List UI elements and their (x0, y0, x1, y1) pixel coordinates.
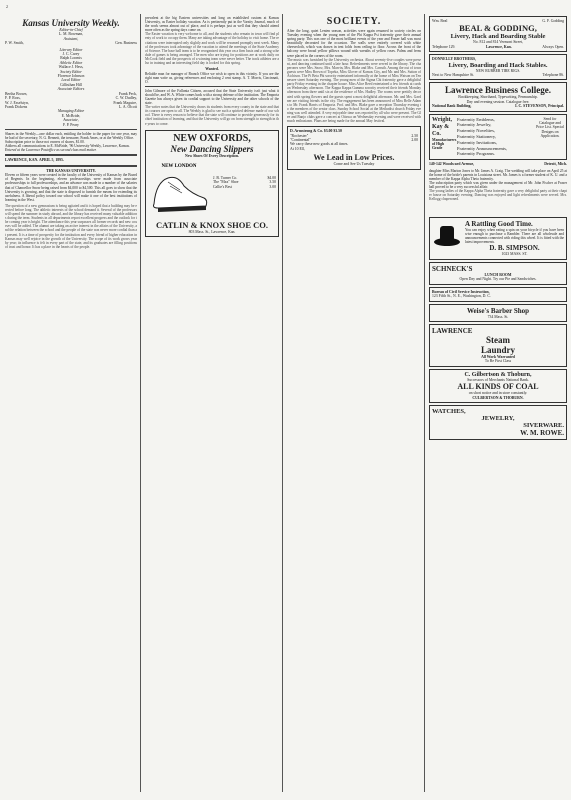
donnelly-title: Livery, Boarding and Hack Stables. (448, 61, 548, 69)
associates-left: Bertha Brown, F. P. Ross, W. J. Esselstyn, Frank Dickens (5, 91, 29, 109)
wk-list (457, 117, 533, 158)
asst-manager-label: Associate, (63, 118, 79, 123)
column-rule (140, 14, 141, 792)
editor-name: L. M. Bowman, (58, 32, 84, 37)
price-row: "Rochester" 2.50 (290, 133, 418, 138)
article-body: prevalent at the big Eastern universities and long an established custom at Kansas University, as Easter holiday vacation. As is pertinently put in the Varsity Journal, much of the work seems almost out of place, and it is perhaps just as well that they should attend more often as the spring days come on. (145, 16, 279, 33)
laundry-title-1: LAWRENCE (432, 326, 473, 335)
wk-item: Fraternity Announcements, (457, 145, 508, 151)
athletic-label: Athletic Editor (59, 60, 83, 65)
shoe-ad (145, 130, 279, 238)
shoe-ad2-invite: Come and See Us Tuesday (333, 162, 375, 167)
associates-right: Frank Peck, C. W. Dudley, Frank Maguire, L. A. Olcott (113, 91, 137, 109)
jewelry-name: W. M. ROWE. (520, 428, 564, 437)
athletic-name: Wallace J. Hess, (58, 65, 84, 70)
wk-side-note: Send for Catalogue and Price List. Special Designs on Application. (536, 116, 564, 139)
editor-label: Editor-in-Chief (59, 28, 83, 32)
bicycle-ad-title: A Rattling Good Time. (465, 220, 533, 229)
local-label: Local Editor (61, 78, 81, 83)
society-article: After the long, quiet Lenten season, activities were again resumed in society circles on Tuesday evening when the young men of the Phi Kappa Psi fraternity gave their annual spring party. This was one of the most brilliant events of the year and Fraser hall was most beautifully decorated for the occasion. The walls were entirely covered with white cheesecloth, which was drawn in tent folds from ceiling to floor. Across the front of the balcony were broad yellow pillows wound with wreaths of yellow roses. Palms and ferns were placed in the corners of the room. (287, 29, 421, 58)
laundry-title-2: Steam (486, 334, 510, 345)
college-session: Day and evening session. Catalogue free. (466, 99, 530, 104)
livery-address: No. 812 and 814 Vermont Street, (472, 40, 524, 45)
wk-role: Manufacturers of High Grade (432, 137, 457, 151)
society-label: Society Editor (60, 69, 82, 74)
livery-owner-2: G. F. Godding (542, 19, 564, 23)
laundry-sub2: To Be First Class (484, 359, 512, 364)
coal-dealer-sub: Successors of Merchants National Bank. (467, 377, 529, 382)
business-role: Gen. Business (115, 41, 137, 46)
article-filler: The young ladies of the Kappa Alpha Theta fraternity gave a very delightful party at their chapter house on Saturday evening. Dancing was enjoyed and light refreshments were served. Mrs. Kellogg chaperoned. (429, 189, 567, 202)
coal-sub: on short notice and in store constantly. (468, 391, 528, 396)
jewelry-line-2: JEWELRY, (481, 414, 515, 422)
society-continued-article: daughter Miss Marion Jones to Mr. James A. Craig. The wedding will take place on April 25 at the home of the bride's parents in Louisiana street. Mr. James is a former student of K. U. and a member of the Kappa Alpha Theta fraternity. (429, 168, 567, 181)
donnelly-ad: DONNELLY BROTHERS, Livery, Boarding and Hack Stables. NEW RUBBER TIRE RIGS. Next to New Hampshire St. Telephone 86. (429, 54, 567, 80)
shoe-store-name: CATLIN & KNOX SHOE CO. (155, 220, 268, 231)
address-note: Address all communications to E. McBride, '96 University Weekly, Lawrence, Kansas. (5, 144, 130, 149)
wanted-heading: Wanted. (205, 67, 219, 72)
bicycle-ad (429, 217, 567, 260)
column-3 (287, 14, 421, 794)
society-name: Florence Johnson (57, 74, 85, 79)
business-college-ad: Lawrence Business College. Bookkeeping, Shorthand, Typewriting, Penmanship. Day and evening session. Catalogue free. National Bank Building, I. C. STEVENSON, Principal. (429, 82, 567, 111)
college-sub: Bookkeeping, Shorthand, Typewriting, Penmanship. (458, 95, 538, 100)
literary-names: J. C. Carey Ralph Loomis (60, 52, 82, 61)
literary-label: Literary Editor (59, 47, 83, 52)
coal-dealer-name: C. Gilbertson & Thoburn, (464, 371, 532, 378)
local-name: Gillisthan Hill (60, 82, 82, 87)
assistant-label: Assistant, (63, 36, 79, 41)
livery-subtitle: Livery, Hack and Boarding Stable (450, 33, 546, 41)
managing-name: E. McBride, (61, 113, 81, 118)
wk-item: Fraternity Stationery, (457, 134, 496, 140)
laundry-sub: All Work Warranted (481, 354, 515, 359)
livery-title: BEAL & GODDING, (459, 23, 537, 34)
shoe-ad2-headline: D. Armstrong & Co. $3.00 $3.50 (290, 129, 342, 134)
shoe-price-list (213, 176, 276, 218)
wk-item: Fraternity Novelties, (457, 128, 496, 134)
society-heading: SOCIETY. (326, 16, 382, 27)
shoe-ad-2 (287, 126, 421, 169)
shoe-store-address: 803 Mass. St., Lawrence, Kan. (188, 230, 236, 235)
column-2 (145, 14, 279, 794)
coal-ad (429, 369, 567, 403)
barber-address: 734 Mass. St. (487, 314, 509, 319)
wk-item: Fraternity Programs. (457, 151, 496, 157)
article-continued: The question of a new gymnasium is being agitated and it is hoped that a building may be erected before long. The athletic interests of the school demand it. Several of the professors will spend the summer in study abroad, and the library has received many valuable additions during the term. Students in all departments report excellent progress and the outlook for the coming year is bright. The attendance this year surpasses all former records and new courses will be added. The alumni are taking an active interest in the affairs of the University, and the relation between the school and the people of the state was never more cordial than at present. It is a time of prosperity for the institution and every friend of higher education in Kansas may well rejoice in the growth of the University. The scope of its work grows year by year; its influence is felt in every part of the state, and its graduates are filling positions of trust and honor. It has a place in the hearts of the people. (5, 203, 137, 249)
lunch-room-sub: Open Day and Night. Try our Pie and Sandwiches. (459, 277, 537, 282)
civil-service-ad (429, 287, 567, 302)
barber-title: Weise's Barber Shop (466, 306, 530, 315)
article-body: Eleven or fifteen years were created in the faculty of the University of Kansas by the Board of Regents. In the beginning, eleven professorships were made from associate professorships to full professorships, and an advance was made in a number of the salaries that of Chancellor Snow being raised from $4,000 to $4,500. This all goes to show that the University is growing, and that the state is disposed to furnish the means for extending its usefulness. A liberal policy toward our school will make it one of the best institutions of learning in the West. (5, 173, 137, 202)
shoe-ad-subtitle: New Dancing Slippers (170, 143, 254, 154)
laundry-title-3: Laundry (480, 344, 515, 355)
price-row: "Continental" 2.00 (290, 137, 418, 142)
bicycle-ad-body: You can enjoy when eating a spin on your bicycle if you have been wise enough to purchase a Rambler. There are all wholesale and announcements connected with riding this wheel. It is fitted with the latest improvements. (465, 228, 564, 245)
wk-address: 140-142 Woodward Avenue, (429, 162, 475, 167)
column-4 (429, 14, 567, 794)
coal-title: ALL KINDS OF COAL (457, 382, 539, 392)
jewelry-line-3: SIVERWARE. (523, 421, 564, 429)
schneck-title: SCHNECK'S (432, 264, 473, 273)
college-title: Lawrence Business College. (444, 85, 552, 96)
livery-ad: Wm. Beal G. F. Godding BEAL & GODDING, Livery, Hack and Boarding Stable No. 812 and 814 Vermont Street, Telephone 129. Lawrence, Kan. Always Open. (429, 16, 567, 52)
associate-label: Associate Editors (57, 87, 85, 92)
business-name: P. W. Smith, (5, 41, 24, 46)
lunch-room-label: LUNCH ROOM (484, 272, 512, 277)
managing-label: Managing Editor (57, 109, 85, 114)
subscription-note: Shares in the Weekly—one dollar each, entitling the holder to the paper for one year, may be had of the secretary, N. G. Bennett, the treasurer, Frank Ames, or at the Weekly Office. (5, 131, 137, 141)
asst-manager-name: F. P. Peary (63, 122, 79, 127)
bicycle-ad-name: D. B. SIMPSON. (489, 244, 540, 253)
dateline: LAWRENCE, KAN. APRIL 5, 1895. (5, 158, 64, 163)
postal-note: Entered at the Lawrence Postoffice as second class mail matter. (5, 148, 97, 153)
bureau-title: Bureau of Civil Service Instruction, (432, 289, 490, 294)
section-heading: THE KANSAS UNIVERSITY. (46, 168, 96, 173)
laundry-ad (429, 324, 567, 367)
shoe-ad-title: NEW OXFORDS, (173, 132, 251, 144)
price-row: The "Max" Shoe 3.50 (213, 180, 276, 185)
shoe-illustration-icon (148, 160, 210, 218)
hat-icon (432, 220, 462, 250)
subscription-party-article: The subscription party which was given under the management of Mr. John Fischer at Fraser hall proved to be a very successful affair. (429, 180, 567, 190)
wk-item: Fraternity Invitations, (457, 139, 498, 145)
article-continued-2: The writer notes that the University draws its students from every county in the state and that its courses are open to all. The Weekly is glad to see such a spirited defense made of our school. There is every reason to believe that the state will continue to provide generously for its chief institution of learning, and that the University will go on from strength to strength in the years to come. (145, 105, 279, 126)
column-rule (282, 14, 283, 792)
wk-city: Detroit, Mich. (544, 162, 567, 167)
jewelry-ad (429, 405, 567, 440)
shoe-ad-tagline: New Shoes Of Every Description. (185, 153, 239, 158)
price-row: Callie's Best 3.00 (213, 184, 276, 189)
subscription-price: Subscription price to those not owners of shares, $1.00. (5, 140, 85, 145)
donnelly-sub: NEW RUBBER TIRE RIGS. (475, 68, 521, 73)
bureau-address: 123 Fifth St., N. E., Washington, D. C. (432, 294, 491, 299)
masthead-title: Kansas University Weekly. (22, 18, 120, 28)
shoe-ad2-slogan: We Lead in Low Prices. (313, 153, 395, 163)
wright-kay-ad (429, 114, 567, 161)
shoe-brand-label: NEW LONDON (161, 164, 197, 170)
bicycle-ad-address: 1023 MASS. ST. (501, 252, 528, 257)
donnelly-name: DONNELLY BROTHERS, (432, 57, 477, 62)
shoe-ad2-address: At 10 Ell, (290, 146, 305, 151)
article-body-2: John Gilmore of the Fallonia Citizen, accused that the State University isn't just what it should be, and W. A. White comes back with a strong defense of the institution. The Emporia Gazette has always given its cordial support to the University and the other schools of the state. (145, 88, 279, 106)
page-number: 2 (6, 4, 8, 9)
wk-item: Fraternity Emblems, (457, 116, 495, 122)
wanted-ad: Reliable man for manager of Branch Office we wish to open in this vicinity. If you are the right man write us, giving references and enclosing 2 cent stamp. A. T. Morris, Cincinnati, O. (145, 71, 279, 84)
wk-name: Wright, Kay & Co. (432, 116, 453, 137)
barber-ad (429, 304, 567, 322)
column-1 (5, 14, 137, 794)
price-row: J. B. Turner Co. $4.00 (213, 176, 276, 181)
coal-firm: CULBERTSON & THOBURN. (472, 395, 524, 400)
shoe-ad2-note: We carry these new goods at all times. (290, 142, 349, 147)
lunch-room-ad (429, 262, 567, 285)
society-continued: The music was furnished by the University orchestra. About seventy-five couples were present, and dancing continued until a late hour. Refreshments were served in the library. The chaperones were Mrs. Snow, Mrs. Marvin, Mrs. Blake and Mrs. Carruth. Among the out of town guests were Miss Brown of Topeka, Miss Glover of Kansas City, and Mr. and Mrs. Sutton of Atchison. The Pi Beta Phi sorority entertained informally at the home of Miss Watson on Tennessee street Saturday evening. The young men of the Sigma Chi fraternity gave a delightful party Friday evening in the chapter house. Miss Alice Reed entertained a few friends at cards on Wednesday afternoon. The Kappa Kappa Gamma sorority received their friends Monday afternoon from three until six at the residence of Mrs. Hadley. The rooms were prettily decorated with spring flowers and the guests spent a most delightful afternoon. Mr. and Mrs. Gardner are visiting friends in the city. The engagement has been announced of Miss Belle Adams to Mr. Frank Harris of Emporia. Prof. and Mrs. Blake gave a reception Thursday evening to the members of the senior class. Sunday School Social at the Methodist church Friday evening was well attended. A very enjoyable time was reported by all who were present. The Glee and Banjo clubs gave a concert at Ottawa on Wednesday evening and were received with much enthusiasm. Plans are being made for the annual May festival. (287, 57, 421, 124)
livery-owner-1: Wm. Beal (432, 19, 448, 23)
column-rule (424, 14, 425, 792)
article-continued: The Easter vacation is very welcome to all, and the students who remain in town will find plenty of work to occupy them. Many are taking advantage of the holiday to visit home. The recitations were interrupted only slightly and work will be resumed promptly next week. Many of the professors took advantage of the vacation to attend the meetings of the State Academy of Science. The base ball team is to be reorganized this year on a firm basis and a strong schedule of games is being arranged. The men who are trying for positions are at work daily on McCook field and the prospects of a winning team were never better. The track athletes are also in training and an interesting field day is looked for this spring. (145, 32, 279, 66)
jewelry-line-1: WATCHES, (432, 407, 466, 415)
wk-item: Fraternity Jewelry, (457, 122, 492, 128)
